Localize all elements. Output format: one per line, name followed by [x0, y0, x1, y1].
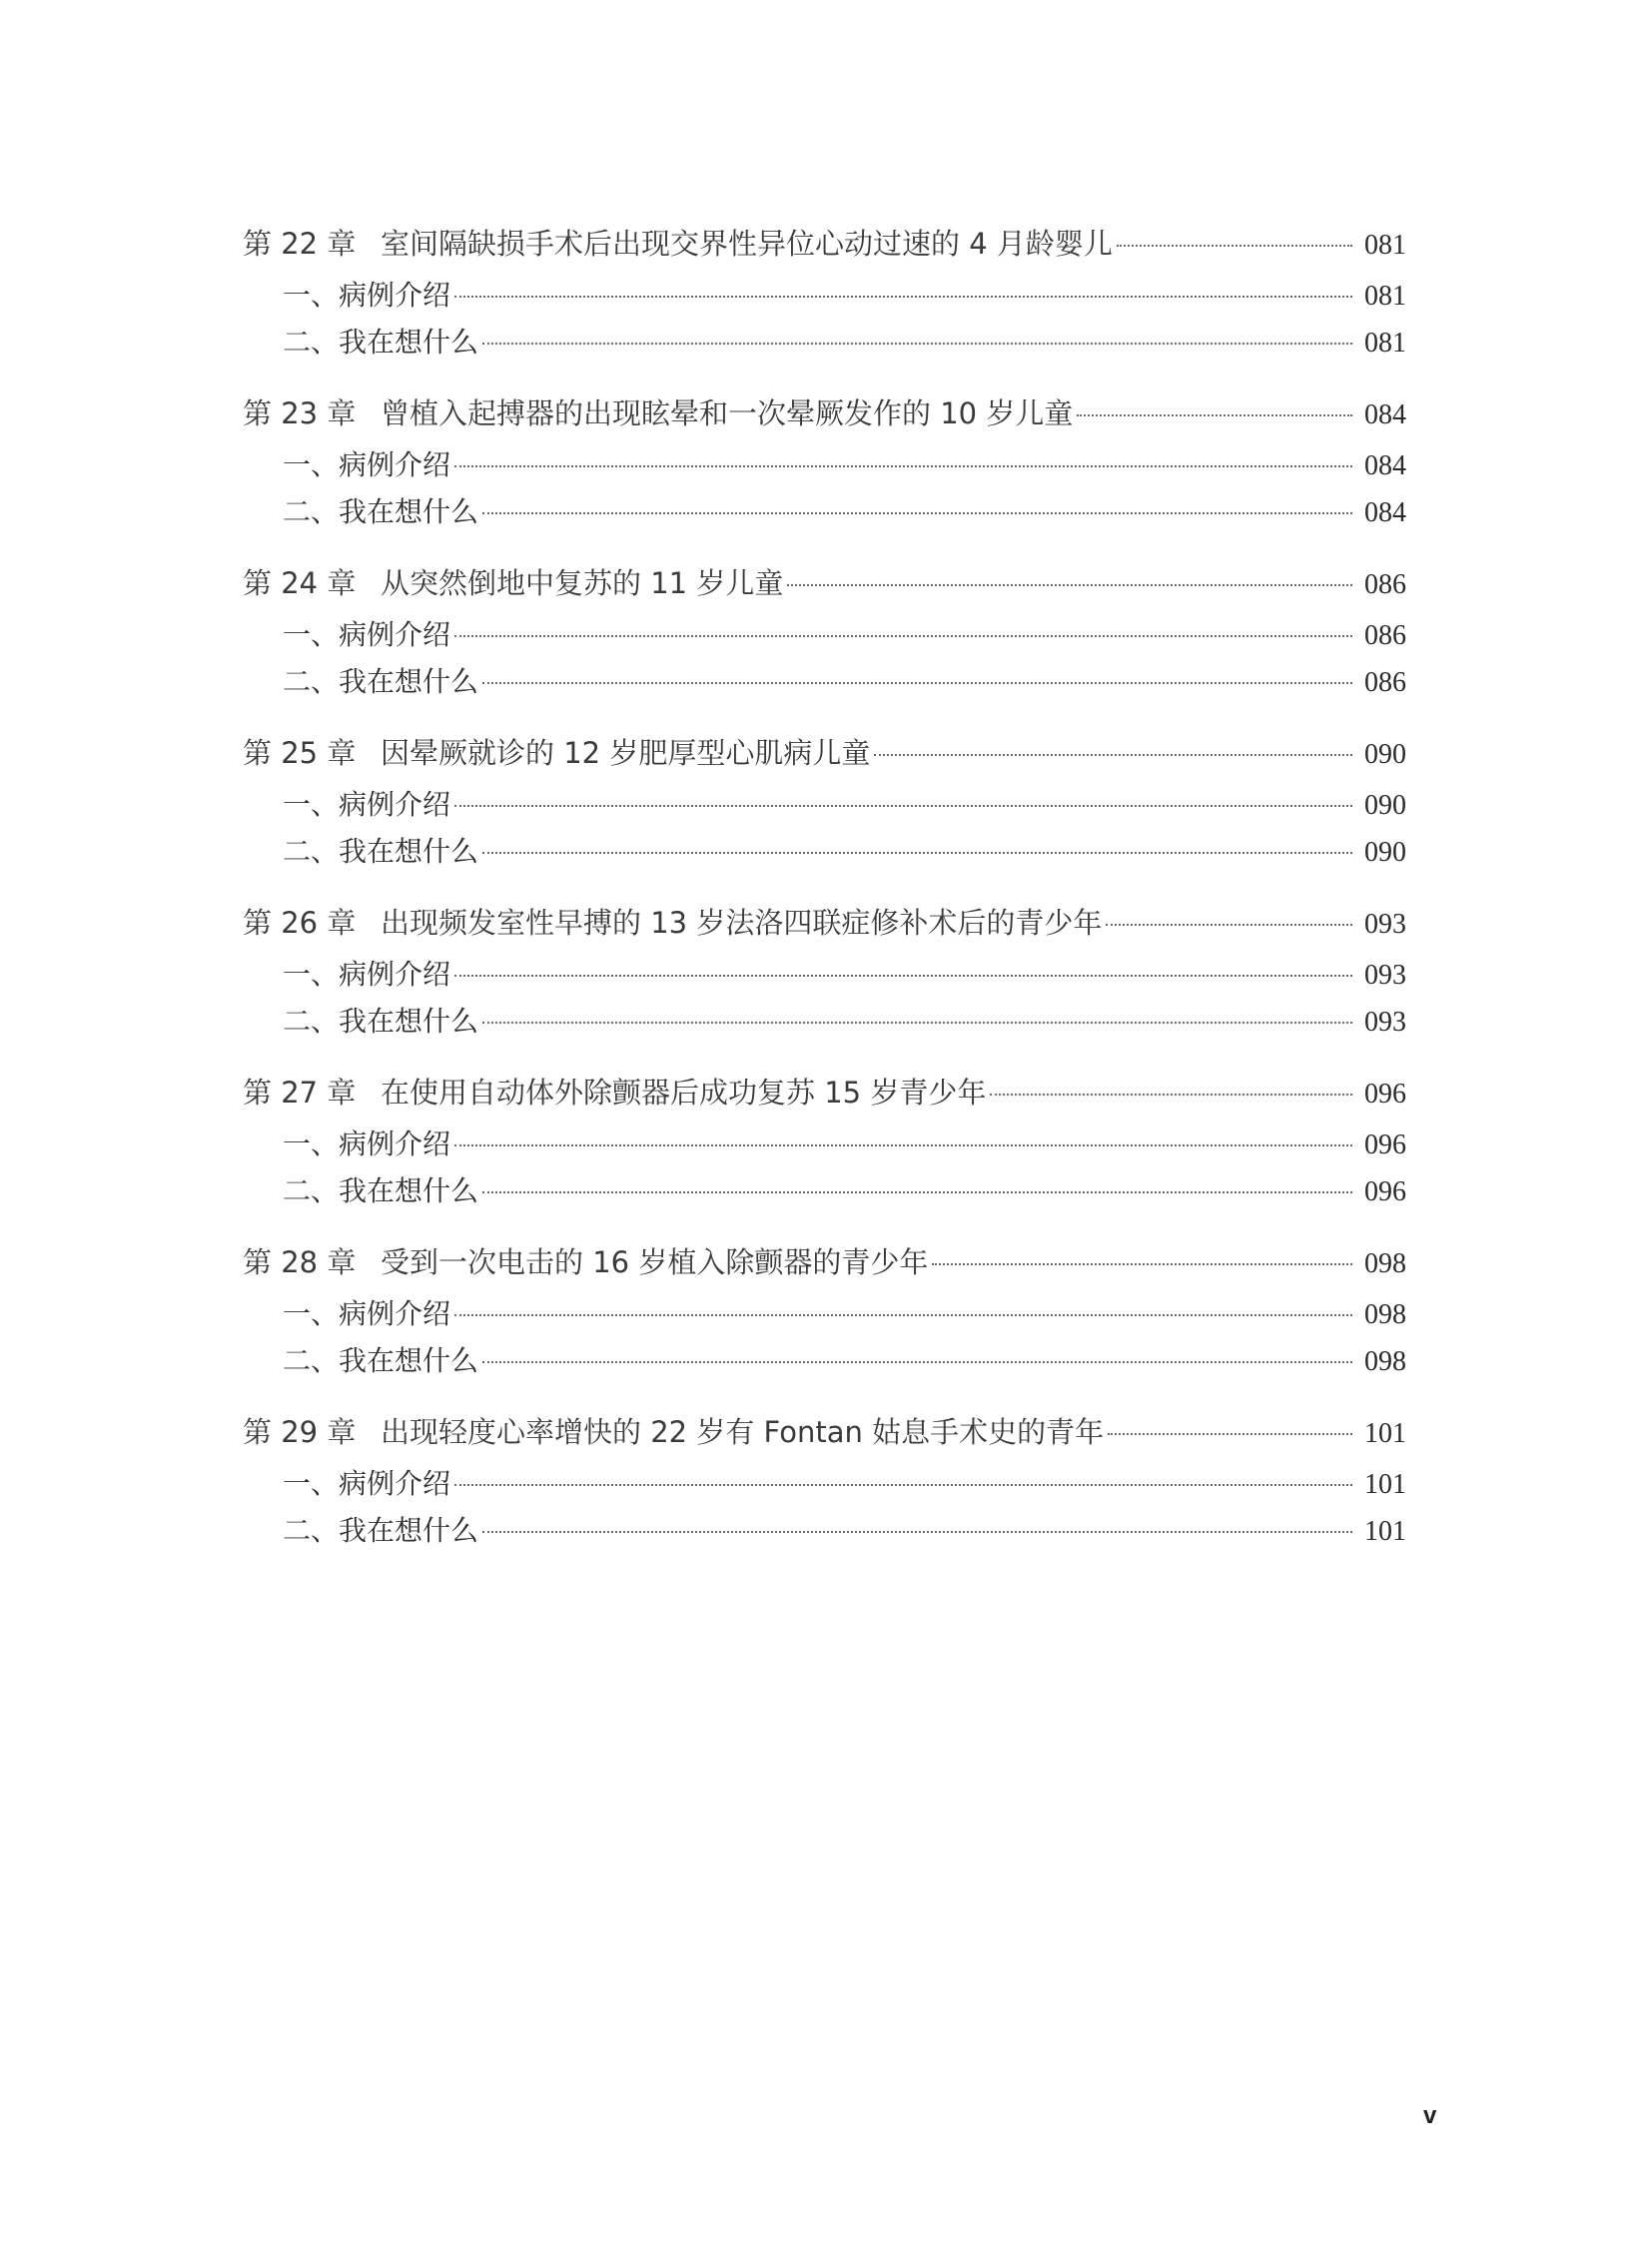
toc-section-entry[interactable] — [243, 951, 1406, 998]
section-title: 一、病例介绍 — [283, 448, 451, 481]
chapter-title: 从突然倒地中复苏的 11 岁儿童 — [381, 566, 784, 600]
dot-leader — [1106, 924, 1352, 926]
page-number: 090 — [1364, 837, 1406, 868]
toc-chapter — [243, 555, 1406, 705]
toc-chapter — [243, 895, 1406, 1045]
toc-chapter-entry[interactable] — [243, 1234, 1406, 1290]
dot-leader — [482, 343, 1352, 345]
section-title: 二、我在想什么 — [283, 1005, 479, 1038]
toc-chapter — [243, 216, 1406, 366]
page-number: 098 — [1364, 1299, 1406, 1330]
chapter-title: 在使用自动体外除颤器后成功复苏 15 岁青少年 — [381, 1076, 987, 1110]
toc-chapter — [243, 1065, 1406, 1214]
toc-section-entry[interactable] — [243, 611, 1406, 658]
page-number: 093 — [1364, 1007, 1406, 1038]
page-number: 084 — [1364, 399, 1406, 430]
dot-leader — [454, 1144, 1352, 1146]
page-number: 096 — [1364, 1079, 1406, 1110]
dot-leader — [482, 1022, 1352, 1024]
dot-leader — [482, 512, 1352, 514]
dot-leader — [1117, 245, 1352, 247]
dot-leader — [787, 584, 1352, 586]
toc-section-entry[interactable] — [243, 441, 1406, 488]
page-number: 093 — [1364, 909, 1406, 940]
dot-leader — [932, 1263, 1352, 1265]
dot-leader — [482, 1531, 1352, 1533]
section-title: 二、我在想什么 — [283, 326, 479, 359]
dot-leader — [454, 465, 1352, 467]
page-number: 086 — [1364, 569, 1406, 600]
section-title: 一、病例介绍 — [283, 1127, 451, 1160]
dot-leader — [482, 1191, 1352, 1193]
dot-leader — [1077, 414, 1352, 416]
page-number: 081 — [1364, 328, 1406, 359]
chapter-number: 第 24 章 — [243, 566, 357, 600]
section-title: 二、我在想什么 — [283, 665, 479, 698]
toc-section-entry[interactable] — [243, 272, 1406, 319]
toc-section-entry[interactable] — [243, 1337, 1406, 1384]
toc-section-entry[interactable] — [243, 1120, 1406, 1167]
page-number: 081 — [1364, 230, 1406, 261]
page-number: 096 — [1364, 1129, 1406, 1160]
toc-section-entry[interactable] — [243, 828, 1406, 875]
page-number: 084 — [1364, 450, 1406, 481]
page-number: 096 — [1364, 1176, 1406, 1207]
dot-leader — [454, 1314, 1352, 1316]
section-title: 一、病例介绍 — [283, 618, 451, 651]
dot-leader — [1108, 1433, 1352, 1435]
toc-chapter — [243, 1234, 1406, 1384]
chapter-title: 曾植入起搏器的出现眩晕和一次晕厥发作的 10 岁儿童 — [381, 396, 1074, 430]
chapter-title: 室间隔缺损手术后出现交界性异位心动过速的 4 月龄婴儿 — [381, 227, 1113, 261]
toc-section-entry[interactable] — [243, 1290, 1406, 1337]
section-title: 一、病例介绍 — [283, 958, 451, 991]
section-title: 一、病例介绍 — [283, 788, 451, 821]
toc-chapter-entry[interactable] — [243, 1404, 1406, 1460]
page-number: 098 — [1364, 1248, 1406, 1279]
toc-chapter — [243, 385, 1406, 535]
toc-section-entry[interactable] — [243, 781, 1406, 828]
dot-leader — [454, 975, 1352, 977]
page-number: 101 — [1364, 1516, 1406, 1547]
dot-leader — [482, 682, 1352, 684]
chapter-number: 第 28 章 — [243, 1245, 357, 1279]
toc-section-entry[interactable] — [243, 319, 1406, 366]
toc-section-entry[interactable] — [243, 998, 1406, 1045]
page-number: 086 — [1364, 620, 1406, 651]
toc-chapter — [243, 725, 1406, 875]
page-folio: v — [1423, 2102, 1437, 2129]
chapter-title: 因晕厥就诊的 12 岁肥厚型心肌病儿童 — [381, 736, 871, 770]
toc-chapter-entry[interactable] — [243, 725, 1406, 781]
page-number: 101 — [1364, 1418, 1406, 1449]
chapter-number: 第 29 章 — [243, 1415, 357, 1449]
chapter-number: 第 26 章 — [243, 906, 357, 940]
section-title: 一、病例介绍 — [283, 1297, 451, 1330]
page-number: 098 — [1364, 1346, 1406, 1377]
chapter-number: 第 25 章 — [243, 736, 357, 770]
dot-leader — [454, 1484, 1352, 1486]
dot-leader — [454, 805, 1352, 807]
dot-leader — [990, 1094, 1352, 1096]
dot-leader — [874, 754, 1352, 756]
toc-section-entry[interactable] — [243, 1460, 1406, 1507]
page-number: 090 — [1364, 739, 1406, 770]
section-title: 一、病例介绍 — [283, 279, 451, 312]
toc-chapter-entry[interactable] — [243, 1065, 1406, 1120]
dot-leader — [482, 852, 1352, 854]
chapter-title: 出现轻度心率增快的 22 岁有 Fontan 姑息手术史的青年 — [381, 1415, 1105, 1449]
section-title: 一、病例介绍 — [283, 1467, 451, 1500]
chapter-number: 第 23 章 — [243, 396, 357, 430]
toc-section-entry[interactable] — [243, 1167, 1406, 1214]
page-number: 090 — [1364, 790, 1406, 821]
toc-chapter — [243, 1404, 1406, 1554]
page-number: 081 — [1364, 281, 1406, 312]
toc-section-entry[interactable] — [243, 488, 1406, 535]
toc-chapter-entry[interactable] — [243, 385, 1406, 441]
section-title: 二、我在想什么 — [283, 1344, 479, 1377]
chapter-number: 第 27 章 — [243, 1076, 357, 1110]
section-title: 二、我在想什么 — [283, 835, 479, 868]
dot-leader — [454, 296, 1352, 298]
chapter-title: 受到一次电击的 16 岁植入除颤器的青少年 — [381, 1245, 929, 1279]
page-number: 101 — [1364, 1469, 1406, 1500]
dot-leader — [482, 1361, 1352, 1363]
table-of-contents — [243, 216, 1406, 1574]
toc-chapter-entry[interactable] — [243, 216, 1406, 272]
section-title: 二、我在想什么 — [283, 1174, 479, 1207]
toc-section-entry[interactable] — [243, 658, 1406, 705]
toc-chapter-entry[interactable] — [243, 895, 1406, 951]
chapter-number: 第 22 章 — [243, 227, 357, 261]
dot-leader — [454, 635, 1352, 637]
section-title: 二、我在想什么 — [283, 495, 479, 528]
page-number: 086 — [1364, 667, 1406, 698]
chapter-title: 出现频发室性早搏的 13 岁法洛四联症修补术后的青少年 — [381, 906, 1103, 940]
page-number: 093 — [1364, 960, 1406, 991]
section-title: 二、我在想什么 — [283, 1514, 479, 1547]
toc-section-entry[interactable] — [243, 1507, 1406, 1554]
toc-chapter-entry[interactable] — [243, 555, 1406, 611]
page-number: 084 — [1364, 497, 1406, 528]
